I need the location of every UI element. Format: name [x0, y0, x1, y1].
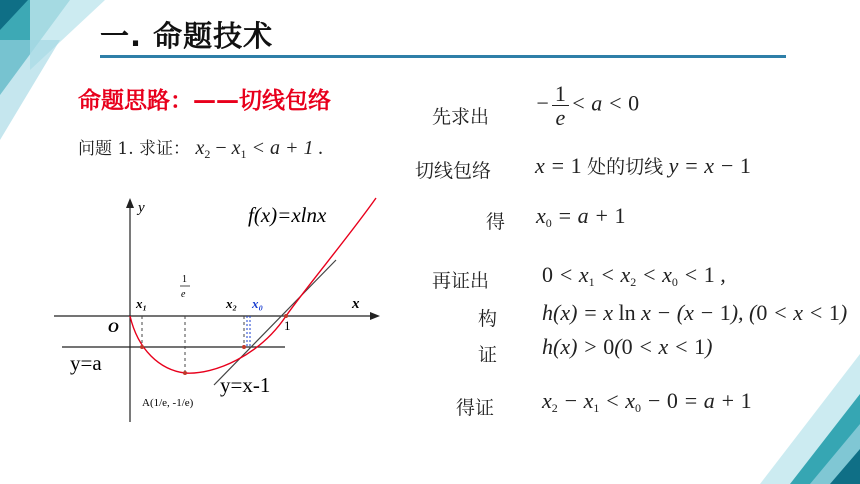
x1-label: x₁	[136, 296, 148, 311]
step-label-7: 得证	[456, 397, 495, 419]
title-divider	[100, 55, 786, 58]
step-expr-1: − $\frac{1}{e}$ < a < 0	[535, 81, 640, 131]
x-axis-label: x	[352, 296, 360, 312]
step-expr-3: $x_0 = a + 1$	[536, 203, 626, 230]
min-point-label: A(1/e, -1/e)	[142, 397, 194, 409]
step-expr-4: $0 < x_1 < x_2 < x_0 < 1$ ,	[542, 262, 726, 289]
step-label-5: 构	[478, 308, 498, 330]
y-equals-a-label: y=a	[70, 351, 102, 375]
one-over-e-den: e	[181, 289, 186, 300]
subtitle: 命题思路：——切线包络	[78, 88, 331, 114]
step-label-2: 切线包络	[415, 160, 492, 182]
tangent-label: y=x-1	[220, 373, 271, 397]
step-label-6: 证	[478, 344, 498, 366]
problem-prefix: 问题 1. 求证：	[78, 139, 191, 159]
tangent-line	[214, 260, 336, 385]
step-label-1: 先求出	[432, 106, 490, 128]
problem-statement	[78, 134, 324, 162]
step-expr-6: h(x) > 0(0 < x < 1)	[542, 334, 713, 359]
one-label: 1	[284, 318, 291, 333]
step-expr-2: x = 1 处的切线 y = x − 1	[535, 153, 751, 178]
function-graph	[50, 190, 390, 430]
function-label: f(x)=xlnx	[248, 203, 327, 227]
x0-label: x₀	[252, 296, 264, 311]
page-title: 一. 命题技术	[100, 19, 274, 53]
origin-label: O	[108, 320, 119, 336]
step-expr-7: $x_2 - x_1 < x_0 - 0 = a + 1$	[542, 388, 752, 415]
x2-label: x₂	[226, 296, 238, 311]
y-axis-label: y	[138, 200, 145, 216]
step-expr-5: h(x) = x ln x − (x − 1), (0 < x < 1)	[542, 300, 848, 325]
step-label-3: 得	[486, 211, 506, 233]
one-over-e-num: 1	[182, 274, 187, 285]
bottom-right-decoration	[750, 354, 860, 484]
problem-expression: $x_2 - x_1 < a + 1$ .	[195, 137, 324, 161]
step-label-4: 再证出	[432, 270, 490, 292]
